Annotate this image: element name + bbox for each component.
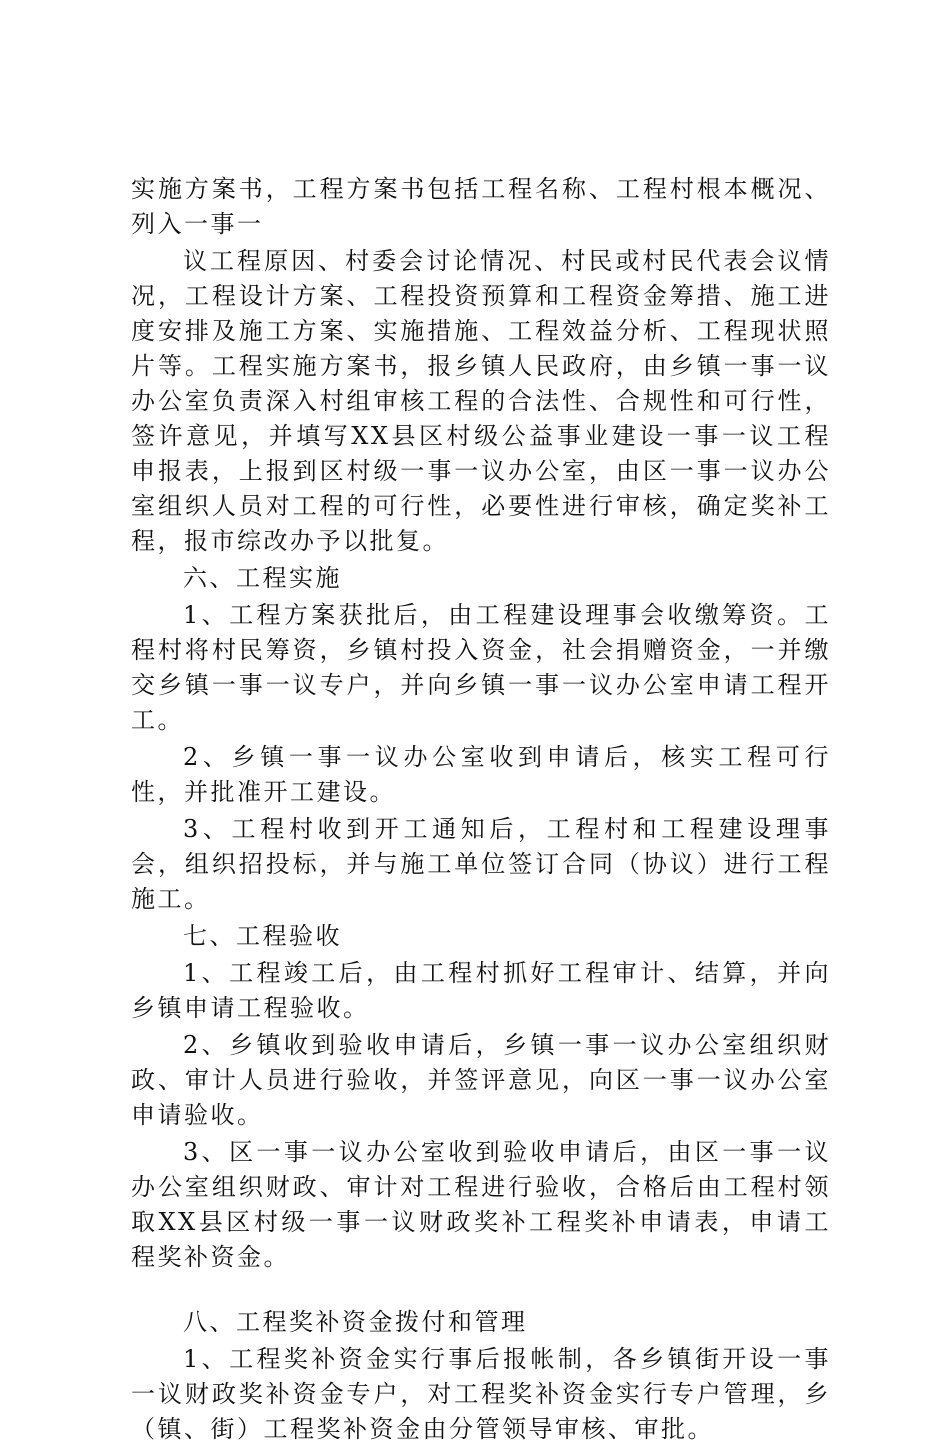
paragraph: 1、工程奖补资金实行事后报帐制，各乡镇街开设一事一议财政奖补资金专户，对工程奖补资金实行专户管理，乡（镇、街）工程奖补资金由分管领导审核、审批。 [131,1345,831,1443]
paragraph: 3、工程村收到开工通知后，工程村和工程建设理事会，组织招投标，并与施工单位签订合同（协议）进行工程施工。 [131,815,831,913]
paragraph: 1、工程竣工后，由工程村抓好工程审计、结算，并向乡镇申请工程验收。 [131,959,831,1022]
paragraph: 2、乡镇收到验收申请后，乡镇一事一议办公室组织财政、审计人员进行验收，并签评意见，向区一事一议办公室申请验收。 [131,1031,831,1129]
section-heading: 八、工程奖补资金拨付和管理 [183,1308,528,1336]
paragraph: 3、区一事一议办公室收到验收申请后，由区一事一议办公室组织财政、审计对工程进行验收，合格后由工程村领取XX县区村级一事一议财政奖补工程奖补申请表，申请工程奖补资金。 [131,1138,831,1271]
paragraph: 1、工程方案获批后，由工程建设理事会收缴筹资。工程村将村民筹资，乡镇村投入资金，社会捐赠资金，一并缴交乡镇一事一议专户，并向乡镇一事一议办公室申请工程开工。 [131,601,831,734]
paragraph: 2、乡镇一事一议办公室收到申请后，核实工程可行性，并批准开工建设。 [131,743,831,806]
paragraph: 实施方案书，工程方案书包括工程名称、工程村根本概况、列入一事一 [131,175,831,238]
section-heading: 七、工程验收 [183,922,342,950]
document-body [131,172,831,1449]
section-heading: 六、工程实施 [183,564,342,592]
paragraph: 议工程原因、村委会讨论情况、村民或村民代表会议情况，工程设计方案、工程投资预算和工程资金筹措、施工进度安排及施工方案、实施措施、工程效益分析、工程现状照片等。工程实施方案书，报乡镇人民政府，由乡镇一事一议办公室负责深入村组审核工程的合法性、合规性和可行性，签许意见，并填写XX县区村级公益事业建设一事一议工程申报表，上报到区村级一事一议办公室，由区一事一议办公室组织人员对工程的可行性，必要性进行审核，确定奖补工程，报市综改办予以批复。 [131,247,831,555]
